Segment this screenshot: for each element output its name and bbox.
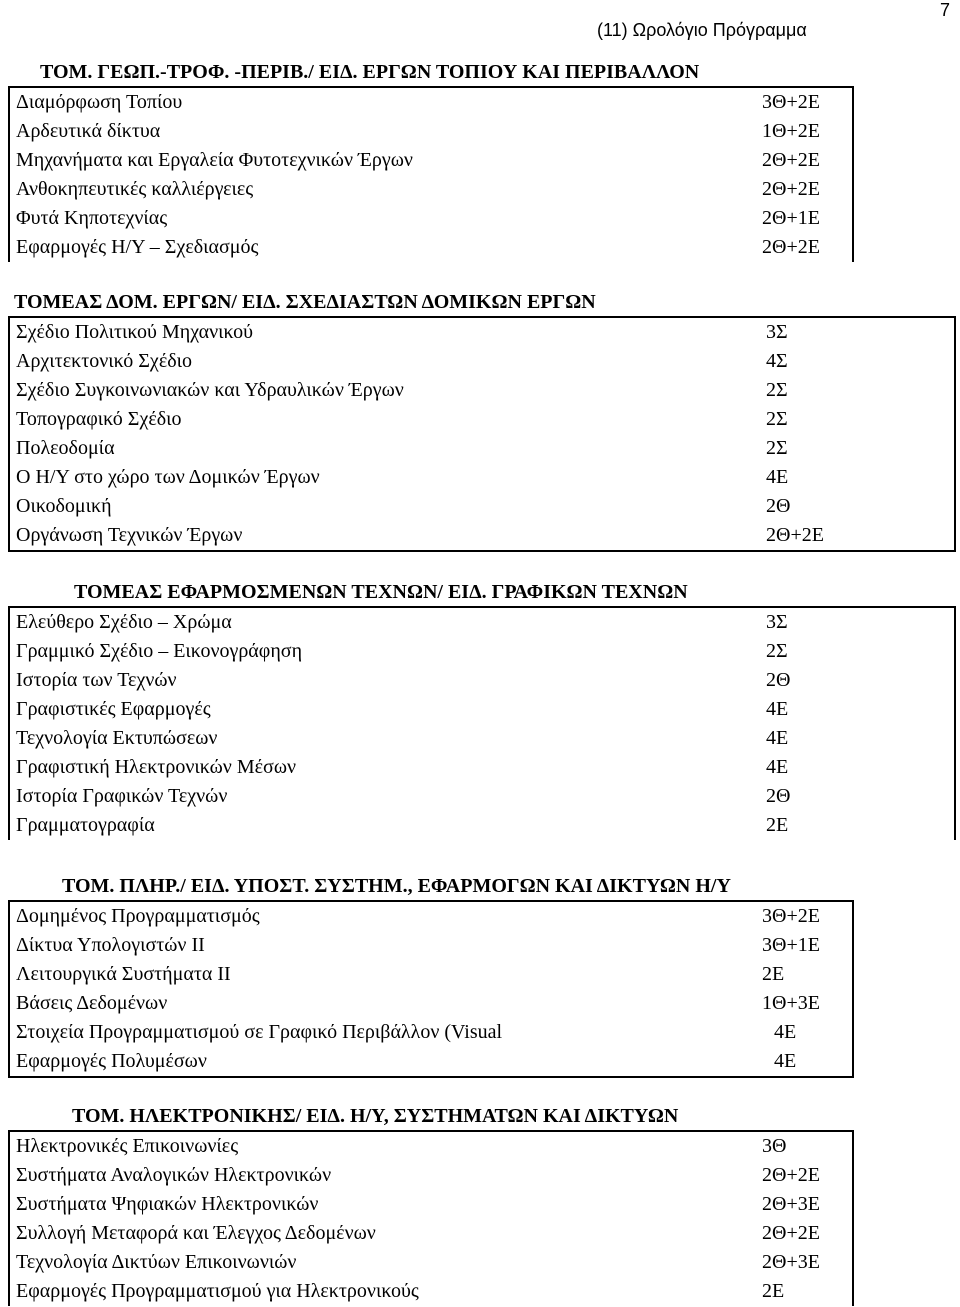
subject-name: Αρδευτικά δίκτυα xyxy=(16,120,161,142)
subject-name: Γραμματογραφία xyxy=(16,814,155,836)
section-heading: ΤΟΜΕΑΣ ΔΟΜ. ΕΡΓΩΝ/ ΕΙΔ. ΣΧΕΔΙΑΣΤΩΝ ΔΟΜΙΚΩΝ ΕΡΓΩΝ xyxy=(14,291,596,313)
subject-hours: 4Ε xyxy=(766,466,789,488)
subject-name: Οικοδομική xyxy=(16,495,112,517)
subjects-table xyxy=(8,1130,854,1306)
subject-name: Ηλεκτρονικές Επικοινωνίες xyxy=(16,1135,239,1157)
subject-hours: 2Θ+3Ε xyxy=(762,1193,820,1215)
subject-hours: 2Ε xyxy=(762,963,785,985)
subject-hours: 2Θ+3Ε xyxy=(762,1251,820,1273)
subject-name: Λειτουργικά Συστήματα ΙΙ xyxy=(16,963,231,985)
table-row xyxy=(10,1047,852,1076)
subject-hours: 2Θ+2Ε xyxy=(762,178,820,200)
table-row xyxy=(10,1132,852,1161)
subject-name: Φυτά Κηποτεχνίας xyxy=(16,207,168,229)
table-row xyxy=(10,1248,852,1277)
subject-name: Γραφιστική Ηλεκτρονικών Μέσων xyxy=(16,756,297,778)
section-it-systems xyxy=(8,872,854,1078)
table-row xyxy=(10,204,852,233)
subject-hours: 4Σ xyxy=(766,350,788,372)
table-row xyxy=(10,989,852,1018)
running-header: (11) Ωρολόγιο Πρόγραμμα xyxy=(597,20,807,40)
subject-name: Στοιχεία Προγραμματισμού σε Γραφικό Περιβάλλον (Visual xyxy=(16,1021,503,1043)
subject-hours: 2Σ xyxy=(766,408,788,430)
subject-name: Μηχανήματα και Εργαλεία Φυτοτεχνικών Έργων xyxy=(16,149,413,171)
table-row xyxy=(10,695,954,724)
subject-name: Ανθοκηπευτικές καλλιέργειες xyxy=(16,178,254,200)
table-row xyxy=(10,1161,852,1190)
table-row xyxy=(10,902,852,931)
subject-name: Συστήματα Ψηφιακών Ηλεκτρονικών xyxy=(16,1193,319,1215)
subject-name: Τεχνολογία Δικτύων Επικοινωνιών xyxy=(16,1251,297,1273)
subject-name: Ο Η/Υ στο χώρο των Δομικών Έργων xyxy=(16,466,320,488)
subject-name: Δίκτυα Υπολογιστών ΙΙ xyxy=(16,934,205,956)
subject-name: Δομημένος Προγραμματισμός xyxy=(16,905,260,927)
subject-hours: 3Σ xyxy=(766,611,788,633)
subject-hours: 2Σ xyxy=(766,379,788,401)
subject-hours: 2Θ+2Ε xyxy=(762,149,820,171)
table-row xyxy=(10,666,954,695)
subject-hours: 4Ε xyxy=(774,1050,797,1072)
subjects-table xyxy=(8,606,956,840)
subject-name: Εφαρμογές Προγραμματισμού για Ηλεκτρονικούς xyxy=(16,1280,419,1302)
subject-name: Σχέδιο Πολιτικού Μηχανικού xyxy=(16,321,254,343)
subject-name: Γραμμικό Σχέδιο – Εικονογράφηση xyxy=(16,640,303,662)
table-row xyxy=(10,347,954,376)
table-row xyxy=(10,753,954,782)
subject-hours: 4Ε xyxy=(774,1021,797,1043)
subjects-table xyxy=(8,316,956,552)
subject-name: Εφαρμογές Πολυμέσων xyxy=(16,1050,207,1072)
table-row xyxy=(10,1190,852,1219)
table-row xyxy=(10,233,852,262)
subject-hours: 4Ε xyxy=(766,727,789,749)
table-row xyxy=(10,117,852,146)
subject-hours: 3Σ xyxy=(766,321,788,343)
table-row xyxy=(10,521,954,550)
subject-name: Ελεύθερο Σχέδιο – Χρώμα xyxy=(16,611,232,633)
subject-name: Συστήματα Αναλογικών Ηλεκτρονικών xyxy=(16,1164,332,1186)
subject-name: Ιστορία των Τεχνών xyxy=(16,669,177,691)
subject-name: Βάσεις Δεδομένων xyxy=(16,992,168,1014)
page-number: 7 xyxy=(940,0,951,20)
subject-hours: 3Θ xyxy=(762,1135,787,1157)
subject-name: Οργάνωση Τεχνικών Έργων xyxy=(16,524,243,546)
subject-hours: 2Θ xyxy=(766,785,791,807)
table-row xyxy=(10,434,954,463)
subject-hours: 2Σ xyxy=(766,437,788,459)
table-row xyxy=(10,405,954,434)
subject-name: Πολεοδομία xyxy=(16,437,115,459)
section-heading: ΤΟΜ. ΠΛΗΡ./ ΕΙΔ. ΥΠΟΣΤ. ΣΥΣΤΗΜ., ΕΦΑΡΜΟΓΩΝ ΚΑΙ ΔΙΚΤΥΩΝ Η/Υ xyxy=(62,875,731,897)
subject-hours: 2Θ xyxy=(766,669,791,691)
subject-hours: 4Ε xyxy=(766,698,789,720)
subject-name: Συλλογή Μεταφορά και Έλεγχος Δεδομένων xyxy=(16,1222,376,1244)
subject-name: Τοπογραφικό Σχέδιο xyxy=(16,408,182,430)
section-heading: ΤΟΜ. ΗΛΕΚΤΡΟΝΙΚΗΣ/ ΕΙΔ. Η/Υ, ΣΥΣΤΗΜΑΤΩΝ ΚΑΙ ΔΙΚΤΥΩΝ xyxy=(72,1105,679,1127)
table-row xyxy=(10,463,954,492)
table-row xyxy=(10,782,954,811)
table-row xyxy=(10,960,852,989)
subject-name: Γραφιστικές Εφαρμογές xyxy=(16,698,211,720)
subject-hours: 3Θ+2Ε xyxy=(762,905,820,927)
subject-name: Αρχιτεκτονικό Σχέδιο xyxy=(16,350,193,372)
subject-name: Διαμόρφωση Τοπίου xyxy=(16,91,183,113)
subject-hours: 1Θ+3Ε xyxy=(762,992,820,1014)
subject-name: Τεχνολογία Εκτυπώσεων xyxy=(16,727,218,749)
table-row xyxy=(10,724,954,753)
section-heading: ΤΟΜ. ΓΕΩΠ.-ΤΡΟΦ. -ΠΕΡΙΒ./ ΕΙΔ. ΕΡΓΩΝ ΤΟΠΙΟΥ ΚΑΙ ΠΕΡΙΒΑΛΛΟΝ xyxy=(40,61,700,83)
table-row xyxy=(10,1219,852,1248)
subject-hours: 3Θ+2Ε xyxy=(762,91,820,113)
subject-hours: 2Θ+2Ε xyxy=(762,236,820,258)
subject-hours: 2Θ+2Ε xyxy=(766,524,824,546)
subjects-table xyxy=(8,86,854,262)
table-row xyxy=(10,318,954,347)
table-row xyxy=(10,931,852,960)
subject-name: Σχέδιο Συγκοινωνιακών και Υδραυλικών Έργων xyxy=(16,379,404,401)
table-row xyxy=(10,811,954,840)
table-row xyxy=(10,376,954,405)
table-row xyxy=(10,1277,852,1306)
table-row xyxy=(10,146,852,175)
subject-hours: 2Ε xyxy=(766,814,789,836)
subject-hours: 2Θ+2Ε xyxy=(762,1164,820,1186)
subject-hours: 2Ε xyxy=(762,1280,785,1302)
subject-name: Εφαρμογές Η/Υ – Σχεδιασμός xyxy=(16,236,259,258)
section-graphic-arts xyxy=(8,578,956,840)
subjects-table xyxy=(8,900,854,1078)
subject-hours: 2Θ xyxy=(766,495,791,517)
section-landscape-works xyxy=(8,58,854,262)
section-electronics xyxy=(8,1102,854,1306)
section-heading: ΤΟΜΕΑΣ ΕΦΑΡΜΟΣΜΕΝΩΝ ΤΕΧΝΩΝ/ ΕΙΔ. ΓΡΑΦΙΚΩΝ ΤΕΧΝΩΝ xyxy=(74,581,688,603)
subject-hours: 2Θ+2Ε xyxy=(762,1222,820,1244)
table-row xyxy=(10,637,954,666)
subject-hours: 3Θ+1Ε xyxy=(762,934,820,956)
section-construction-drafting xyxy=(8,288,956,552)
subject-hours: 2Θ+1Ε xyxy=(762,207,820,229)
subject-hours: 4Ε xyxy=(766,756,789,778)
subject-name: Ιστορία Γραφικών Τεχνών xyxy=(16,785,228,807)
table-row xyxy=(10,608,954,637)
table-row xyxy=(10,1018,852,1047)
table-row xyxy=(10,88,852,117)
subject-hours: 1Θ+2Ε xyxy=(762,120,820,142)
table-row xyxy=(10,175,852,204)
subject-hours: 2Σ xyxy=(766,640,788,662)
table-row xyxy=(10,492,954,521)
